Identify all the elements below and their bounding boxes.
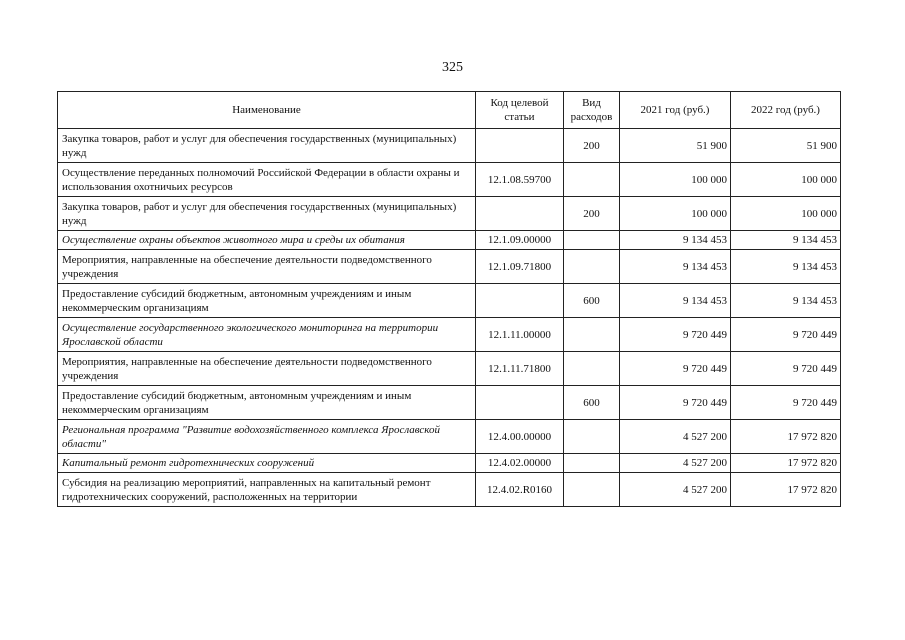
- cell-name: Предоставление субсидий бюджетным, автономным учреждениям и иным некоммерческим организациям: [58, 386, 476, 420]
- cell-2021: 100 000: [620, 163, 731, 197]
- table-row: [58, 284, 841, 318]
- cell-kind: [564, 352, 620, 386]
- cell-name: Региональная программа "Развитие водохозяйственного комплекса Ярославской области": [58, 420, 476, 454]
- table-row: [58, 231, 841, 250]
- header-2022: 2022 год (руб.): [731, 92, 841, 129]
- table-row: [58, 352, 841, 386]
- cell-2021: 9 720 449: [620, 352, 731, 386]
- cell-2021: 9 134 453: [620, 231, 731, 250]
- cell-name: Капитальный ремонт гидротехнических сооружений: [58, 454, 476, 473]
- cell-2022: 51 900: [731, 129, 841, 163]
- cell-code: 12.4.02.00000: [476, 454, 564, 473]
- table-row: [58, 473, 841, 507]
- cell-code: 12.1.08.59700: [476, 163, 564, 197]
- cell-2022: 100 000: [731, 163, 841, 197]
- cell-2021: 9 134 453: [620, 284, 731, 318]
- cell-2022: 9 134 453: [731, 284, 841, 318]
- cell-code: [476, 386, 564, 420]
- cell-name: Осуществление охраны объектов животного мира и среды их обитания: [58, 231, 476, 250]
- cell-kind: [564, 420, 620, 454]
- cell-2022: 17 972 820: [731, 473, 841, 507]
- header-name: Наименование: [58, 92, 476, 129]
- cell-code: 12.4.02.R0160: [476, 473, 564, 507]
- cell-code: [476, 129, 564, 163]
- table-row: [58, 318, 841, 352]
- cell-2022: 9 720 449: [731, 352, 841, 386]
- cell-code: [476, 197, 564, 231]
- cell-kind: 600: [564, 386, 620, 420]
- cell-code: 12.1.09.00000: [476, 231, 564, 250]
- cell-code: 12.1.11.71800: [476, 352, 564, 386]
- table-row: [58, 129, 841, 163]
- cell-2021: 100 000: [620, 197, 731, 231]
- cell-2021: 9 134 453: [620, 250, 731, 284]
- cell-code: 12.1.09.71800: [476, 250, 564, 284]
- cell-2021: 51 900: [620, 129, 731, 163]
- cell-name: Мероприятия, направленные на обеспечение деятельности подведомственного учреждения: [58, 352, 476, 386]
- cell-2022: 9 134 453: [731, 231, 841, 250]
- cell-kind: 200: [564, 129, 620, 163]
- cell-2022: 17 972 820: [731, 420, 841, 454]
- cell-kind: 600: [564, 284, 620, 318]
- cell-name: Субсидия на реализацию мероприятий, направленных на капитальный ремонт гидротехнических сооружений, расположенных на территории: [58, 473, 476, 507]
- header-code: Код целевой статьи: [476, 92, 564, 129]
- cell-code: 12.4.00.00000: [476, 420, 564, 454]
- cell-kind: [564, 231, 620, 250]
- cell-kind: [564, 250, 620, 284]
- table-row: [58, 420, 841, 454]
- cell-kind: [564, 163, 620, 197]
- cell-code: [476, 284, 564, 318]
- cell-kind: [564, 454, 620, 473]
- cell-kind: 200: [564, 197, 620, 231]
- cell-2022: 9 720 449: [731, 386, 841, 420]
- cell-code: 12.1.11.00000: [476, 318, 564, 352]
- table-row: [58, 454, 841, 473]
- cell-2022: 9 134 453: [731, 250, 841, 284]
- cell-2021: 9 720 449: [620, 318, 731, 352]
- cell-name: Мероприятия, направленные на обеспечение деятельности подведомственного учреждения: [58, 250, 476, 284]
- table-header-row: [58, 92, 841, 129]
- budget-table: [57, 91, 841, 507]
- cell-kind: [564, 318, 620, 352]
- cell-2021: 4 527 200: [620, 454, 731, 473]
- table-row: [58, 197, 841, 231]
- header-2021: 2021 год (руб.): [620, 92, 731, 129]
- cell-name: Осуществление государственного экологического мониторинга на территории Ярославской области: [58, 318, 476, 352]
- cell-2022: 17 972 820: [731, 454, 841, 473]
- page-number: 325: [442, 60, 463, 75]
- cell-name: Осуществление переданных полномочий Российской Федерации в области охраны и использования охотничьих ресурсов: [58, 163, 476, 197]
- cell-kind: [564, 473, 620, 507]
- cell-2021: 4 527 200: [620, 473, 731, 507]
- cell-name: Закупка товаров, работ и услуг для обеспечения государственных (муниципальных) нужд: [58, 129, 476, 163]
- header-kind: Вид расходов: [564, 92, 620, 129]
- table-row: [58, 163, 841, 197]
- cell-2022: 9 720 449: [731, 318, 841, 352]
- cell-2022: 100 000: [731, 197, 841, 231]
- cell-name: Закупка товаров, работ и услуг для обеспечения государственных (муниципальных) нужд: [58, 197, 476, 231]
- table-row: [58, 386, 841, 420]
- cell-2021: 9 720 449: [620, 386, 731, 420]
- cell-name: Предоставление субсидий бюджетным, автономным учреждениям и иным некоммерческим организациям: [58, 284, 476, 318]
- cell-2021: 4 527 200: [620, 420, 731, 454]
- table-row: [58, 250, 841, 284]
